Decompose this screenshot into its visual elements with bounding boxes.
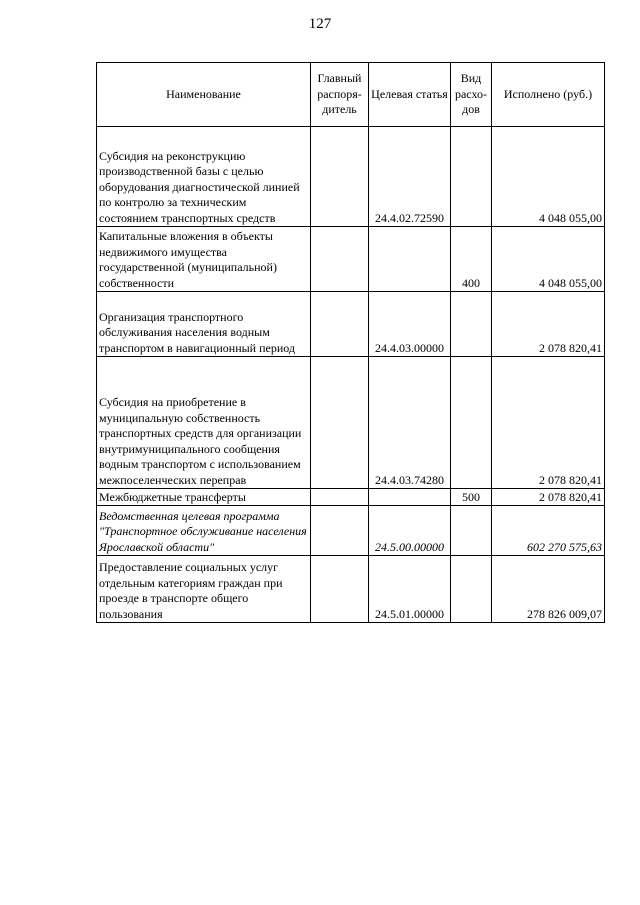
row-article: 24.5.00.00000 (369, 506, 451, 556)
row-article: 24.5.01.00000 (369, 556, 451, 623)
table-row (97, 227, 605, 292)
row-amount: 2 078 820,41 (492, 357, 605, 489)
table-row (97, 127, 605, 227)
row-name: Организация транспортного обслуживания населения водным транспортом в навигационный период (97, 292, 311, 357)
row-article: 24.4.03.74280 (369, 357, 451, 489)
row-amount: 4 048 055,00 (492, 127, 605, 227)
header-kind: Вид расхо-дов (451, 63, 492, 127)
row-kind (451, 556, 492, 623)
table-row (97, 292, 605, 357)
row-kind (451, 357, 492, 489)
row-admin (311, 292, 369, 357)
table-row (97, 556, 605, 623)
row-name: Ведомственная целевая программа "Транспортное обслуживание населения Ярославской области" (97, 506, 311, 556)
row-name: Межбюджетные трансферты (97, 489, 311, 506)
row-kind: 400 (451, 227, 492, 292)
page-number: 127 (308, 16, 332, 32)
row-admin (311, 127, 369, 227)
row-article (369, 489, 451, 506)
row-admin (311, 489, 369, 506)
table-header-row (97, 63, 605, 127)
row-amount: 2 078 820,41 (492, 489, 605, 506)
header-amount: Исполнено (руб.) (492, 63, 605, 127)
row-admin (311, 227, 369, 292)
row-kind: 500 (451, 489, 492, 506)
budget-table (96, 62, 605, 623)
row-admin (311, 506, 369, 556)
row-article: 24.4.02.72590 (369, 127, 451, 227)
row-name: Субсидия на реконструкцию производственной базы с целью оборудования диагностической линией по контролю за техническим состоянием транспортных средств (97, 127, 311, 227)
row-article: 24.4.03.00000 (369, 292, 451, 357)
row-name: Субсидия на приобретение в муниципальную собственность транспортных средств для организации внутримуниципального сообщения водным транспортом с использованием межпоселенческих переправ (97, 357, 311, 489)
row-kind (451, 127, 492, 227)
header-name: Наименование (97, 63, 311, 127)
row-amount: 278 826 009,07 (492, 556, 605, 623)
table-row (97, 357, 605, 489)
row-kind (451, 292, 492, 357)
row-amount: 602 270 575,63 (492, 506, 605, 556)
header-article: Целевая статья (369, 63, 451, 127)
row-admin (311, 556, 369, 623)
header-admin: Главный распоря-дитель (311, 63, 369, 127)
row-amount: 2 078 820,41 (492, 292, 605, 357)
row-admin (311, 357, 369, 489)
table-row (97, 506, 605, 556)
row-article (369, 227, 451, 292)
row-amount: 4 048 055,00 (492, 227, 605, 292)
row-name: Предоставление социальных услуг отдельным категориям граждан при проезде в транспорте общего пользования (97, 556, 311, 623)
row-kind (451, 506, 492, 556)
row-name: Капитальные вложения в объекты недвижимого имущества государственной (муниципальной) собственности (97, 227, 311, 292)
table-row (97, 489, 605, 506)
